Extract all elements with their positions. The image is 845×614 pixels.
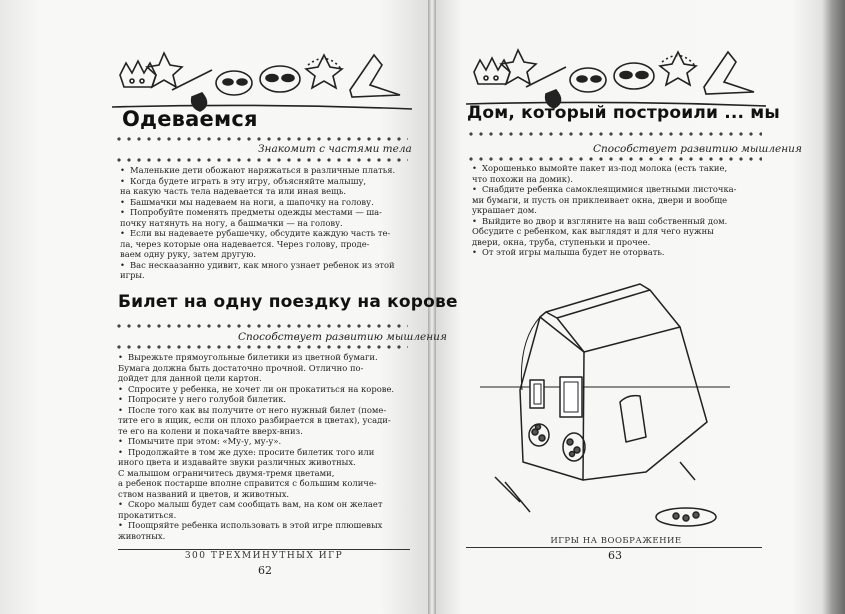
heading-dressing: Одеваемся [122, 107, 258, 131]
list-item-text: украшает дом. [472, 205, 537, 215]
list-item [472, 205, 737, 216]
list-item-text: Башмачки мы надеваем на ноги, а шапочку на голову. [130, 196, 374, 207]
list-item-text: Поощряйте ребенка использовать в этой игре плюшевых [128, 520, 383, 530]
subtitle-body-parts: Знакомит с частями тела [258, 143, 412, 155]
dotted-divider [114, 344, 408, 350]
list-item-text: Продолжайте в том же духе: просите билетик того или [128, 446, 375, 457]
list-item [472, 247, 737, 258]
list-item [472, 195, 737, 206]
list-item-text: тите его в ящик, если он плохо разбирается в цветах), усади- [118, 415, 391, 425]
dotted-divider [114, 157, 408, 163]
list-item [120, 197, 395, 208]
list-item [118, 384, 394, 395]
list-item [120, 228, 395, 239]
list-item-text: что похожи на домик). [472, 173, 573, 184]
bullet-icon: • [118, 383, 123, 394]
list-item [472, 216, 737, 227]
list-item [118, 436, 394, 447]
bullet-icon: • [118, 520, 123, 530]
list-item-text: игры. [120, 270, 145, 280]
list-item [118, 489, 394, 500]
bullet-icon: • [472, 247, 477, 257]
list-item [120, 270, 395, 281]
milk-carton-house-illustration [480, 282, 750, 532]
list-item-text: После того как вы получите от него нужный билет (поме- [128, 404, 387, 415]
list-item [118, 415, 394, 426]
list-item [472, 163, 737, 174]
house-instructions-list [472, 163, 737, 258]
cow-ticket-instructions-list [118, 352, 394, 541]
list-item-text: двери, окна, труба, ступеньки и прочее. [472, 236, 651, 247]
bullet-icon: • [118, 446, 123, 457]
bullet-icon: • [118, 352, 123, 362]
list-item-text: ваем одну руку, затем другую. [120, 249, 257, 259]
list-item [118, 478, 394, 489]
list-item-text: Скоро малыш будет сам сообщать вам, на ком он желает [128, 499, 383, 509]
list-item-text: ла, через которые она надевается. Через голову, проде- [120, 238, 370, 249]
list-item [118, 499, 394, 510]
subtitle-thinking-right: Способствует развитию мышления [593, 143, 802, 155]
list-item [118, 373, 394, 384]
list-item-text: Маленькие дети обожают наряжаться в различные платья. [130, 165, 396, 175]
list-item-text: животных. [118, 530, 166, 541]
bullet-icon: • [118, 394, 123, 404]
bullet-icon: • [472, 215, 477, 226]
list-item-text: Вырежьте прямоугольные билетики из цветной бумаги. [128, 352, 378, 362]
list-item-text: почку натянуть на ногу, а башмачки — на голову. [120, 217, 343, 228]
list-item-text: ством названий и цветов, и животных. [118, 488, 290, 499]
bullet-icon: • [472, 184, 477, 194]
bullet-icon: • [120, 207, 125, 217]
bullet-icon: • [120, 165, 125, 175]
footer-rule [118, 549, 410, 550]
page-number-left: 62 [258, 564, 272, 577]
list-item [118, 510, 394, 521]
bullet-icon: • [120, 175, 125, 186]
footer-book-title: 300 ТРЕХМИНУТНЫХ ИГР [184, 551, 344, 561]
footer-section-title: ИГРЫ НА ВООБРАЖЕНИЕ [550, 536, 682, 546]
list-item [118, 363, 394, 374]
list-item [118, 352, 394, 363]
page-number-right: 63 [608, 549, 622, 562]
right-ornament-illustration [466, 42, 766, 112]
bullet-icon: • [118, 499, 123, 509]
list-item [120, 249, 395, 260]
dotted-divider [466, 156, 762, 162]
dotted-divider [466, 131, 762, 137]
list-item-text: Хорошенько вымойте пакет из-под молока (есть такие, [482, 163, 728, 173]
list-item-text: Выйдите во двор и взгляните на ваш собственный дом. [482, 215, 728, 226]
list-item-text: От этой игры малыша будет не оторвать. [482, 247, 665, 257]
list-item [472, 226, 737, 237]
dotted-divider [114, 136, 408, 142]
list-item [118, 531, 394, 542]
list-item [118, 394, 394, 405]
dressing-instructions-list [120, 165, 395, 281]
list-item-text: дойдет для данной цели картон. [118, 373, 262, 383]
list-item [120, 186, 395, 197]
list-item [118, 468, 394, 479]
list-item [118, 405, 394, 416]
bullet-icon: • [118, 404, 123, 415]
bullet-icon: • [472, 163, 477, 173]
list-item-text: на какую часть тела надевается та или иная вещь. [120, 186, 347, 196]
list-item-text: Бумага должна быть достаточно прочной. Отлично по- [118, 362, 364, 373]
bullet-icon: • [120, 259, 125, 270]
list-item-text: Снабдите ребенка самоклеящимися цветными листочка- [482, 184, 737, 194]
list-item [118, 447, 394, 458]
list-item [120, 218, 395, 229]
list-item-text: ми бумаги, и пусть он приклеивает окна, двери и вообще [472, 194, 728, 205]
list-item-text: прокатиться. [118, 509, 177, 520]
list-item-text: а ребенок постарше вполне справится с большим количе- [118, 478, 377, 488]
list-item-text: С малышом ограничитесь двумя-тремя цветами, [118, 467, 335, 478]
subtitle-thinking: Способствует развитию мышления [238, 331, 447, 343]
bullet-icon: • [120, 196, 125, 207]
list-item [472, 174, 737, 185]
list-item-text: Когда будете играть в эту игру, объясняйте малышу, [130, 175, 367, 186]
list-item [120, 176, 395, 187]
footer-rule [466, 547, 762, 548]
list-item [118, 426, 394, 437]
bullet-icon: • [118, 436, 123, 446]
left-ornament-illustration [112, 45, 412, 115]
heading-house-we-built: Дом, который построили ... мы [467, 103, 780, 123]
list-item [120, 165, 395, 176]
list-item [472, 237, 737, 248]
bullet-icon: • [120, 228, 125, 238]
list-item [120, 239, 395, 250]
list-item-text: Спросите у ребенка, не хочет ли он прокатиться на корове. [128, 383, 395, 394]
list-item [472, 184, 737, 195]
list-item-text: Вас нескаазанно удивит, как много узнает ребенок из этой [130, 259, 395, 270]
list-item-text: Помычите при этом: «Му-у, му-у». [128, 436, 282, 446]
list-item-text: Попросите у него голубой билетик. [128, 394, 287, 404]
list-item-text: Обсудите с ребенком, как выглядят и для чего нужны [472, 226, 714, 236]
list-item [120, 207, 395, 218]
list-item [120, 260, 395, 271]
list-item-text: Если вы надеваете рубашечку, обсудите каждую часть те- [130, 228, 391, 238]
list-item [118, 520, 394, 531]
list-item-text: те его на колени и покачайте вверх-вниз. [118, 425, 303, 436]
list-item-text: Попробуйте поменять предметы одежды местами — ша- [130, 207, 382, 217]
heading-cow-ride-ticket: Билет на одну поездку на корове [118, 292, 458, 312]
dotted-divider [114, 323, 408, 329]
list-item-text: иного цвета и издавайте звуки различных животных. [118, 457, 356, 467]
list-item [118, 457, 394, 468]
